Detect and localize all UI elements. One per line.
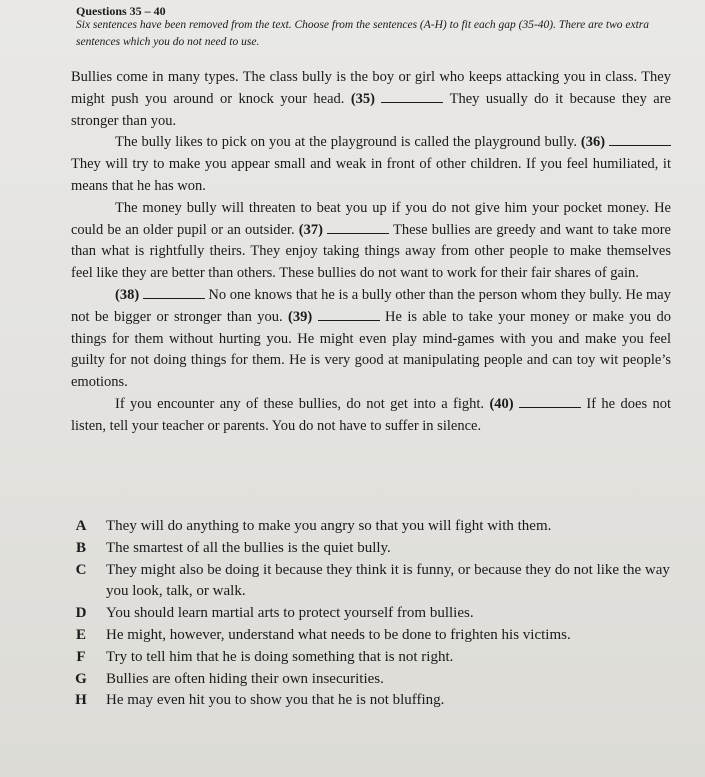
paragraph-2-text-before: The bully likes to pick on you at the playground is called the playground bully. (115, 134, 581, 151)
gap-40-number: (40) (489, 395, 514, 412)
option-letter: F (76, 648, 86, 665)
paragraph-3 (71, 198, 671, 285)
gap-39-blank (318, 308, 380, 321)
paragraph-1 (71, 67, 671, 132)
gap-40-blank (519, 395, 581, 408)
option-a (56, 516, 686, 538)
option-letter: B (75, 539, 86, 556)
option-letter: H (75, 692, 87, 709)
paragraph-4-text-after: He is able to take your money or make you do things for them without hurting you. He might even play mind-games with you and make you feel guilty for not doing things for them. He is very good at manipulating people and can toy wit people’s emotions. (71, 308, 671, 391)
option-f (56, 647, 686, 669)
gap-36-number: (36) (580, 134, 606, 151)
paragraph-5-text-after: If he does not listen, tell your teacher or parents. You do not have to suffer in silence. (71, 395, 671, 434)
option-e (56, 625, 686, 647)
gap-37-blank (327, 221, 389, 234)
option-c (56, 560, 686, 604)
questions-heading: Questions 35 – 40 (76, 4, 166, 18)
gap-38-blank (143, 286, 205, 299)
option-g (56, 669, 686, 691)
instructions: Six sentences have been removed from the text. Choose from the sentences (A-H) to fit each gap (35-40). There are two extra sentences which you do not need to use. (76, 19, 650, 48)
passage (71, 67, 671, 438)
option-text: He may even hit you to show you that he is not bluffing. (106, 692, 445, 709)
paragraph-4 (71, 285, 671, 394)
option-letter: G (75, 670, 87, 687)
paragraph-3-text-after: These bullies are greedy and want to take more than what is rightfully theirs. They enjoy taking things away from other people to make themselves feel like they are better than others. These bullies do not want to work for their fair shares of gain. (71, 221, 671, 282)
gap-37-number: (37) (298, 221, 323, 238)
paragraph-2-text-after: They will try to make you appear small and weak in front of other children. If you feel humiliated, it means that he has won. (71, 156, 671, 194)
option-d (56, 603, 686, 625)
gap-38-number: (38) (115, 286, 140, 303)
paragraph-4-text-middle: No one knows that he is a bully other than the person whom they bully. He may not be bigger or stronger than you. (71, 286, 671, 325)
option-text: They might also be doing it because they think it is funny, or because they do not like the way you look, talk, or walk. (106, 561, 670, 600)
paragraph-5 (71, 394, 671, 438)
paragraph-1-text-before: Bullies come in many types. The class bully is the boy or girl who keeps attacking you in class. They might push you around or knock your head. (71, 69, 671, 107)
paragraph-5-text-before: If you encounter any of these bullies, do not get into a fight. (115, 395, 490, 412)
option-text: Bullies are often hiding their own insecurities. (106, 670, 384, 687)
paragraph-3-text-before: The money bully will threaten to beat you up if you do not give him your pocket money. He could be an older pupil or an outsider. (71, 199, 671, 238)
gap-35-blank (381, 90, 443, 103)
option-b (56, 538, 686, 560)
option-letter: E (75, 626, 86, 643)
option-text: They will do anything to make you angry so that you will fight with them. (106, 518, 552, 534)
paragraph-1-text-after: They usually do it because they are stronger than you. (71, 90, 671, 129)
option-h (56, 690, 686, 712)
option-letter: A (75, 518, 87, 534)
option-text: The smartest of all the bullies is the quiet bully. (106, 539, 391, 556)
gap-39-number: (39) (288, 308, 313, 325)
gap-36-blank (609, 133, 671, 146)
option-letter: D (75, 605, 87, 622)
paragraph-2 (71, 132, 671, 197)
option-text: You should learn martial arts to protect yourself from bullies. (106, 605, 474, 622)
gap-35-number: (35) (350, 90, 375, 107)
option-text: Try to tell him that he is doing something that is not right. (106, 648, 454, 665)
option-letter: C (75, 561, 87, 578)
option-text: He might, however, understand what needs to be done to frighten his victims. (106, 626, 571, 643)
options-list (56, 516, 686, 712)
